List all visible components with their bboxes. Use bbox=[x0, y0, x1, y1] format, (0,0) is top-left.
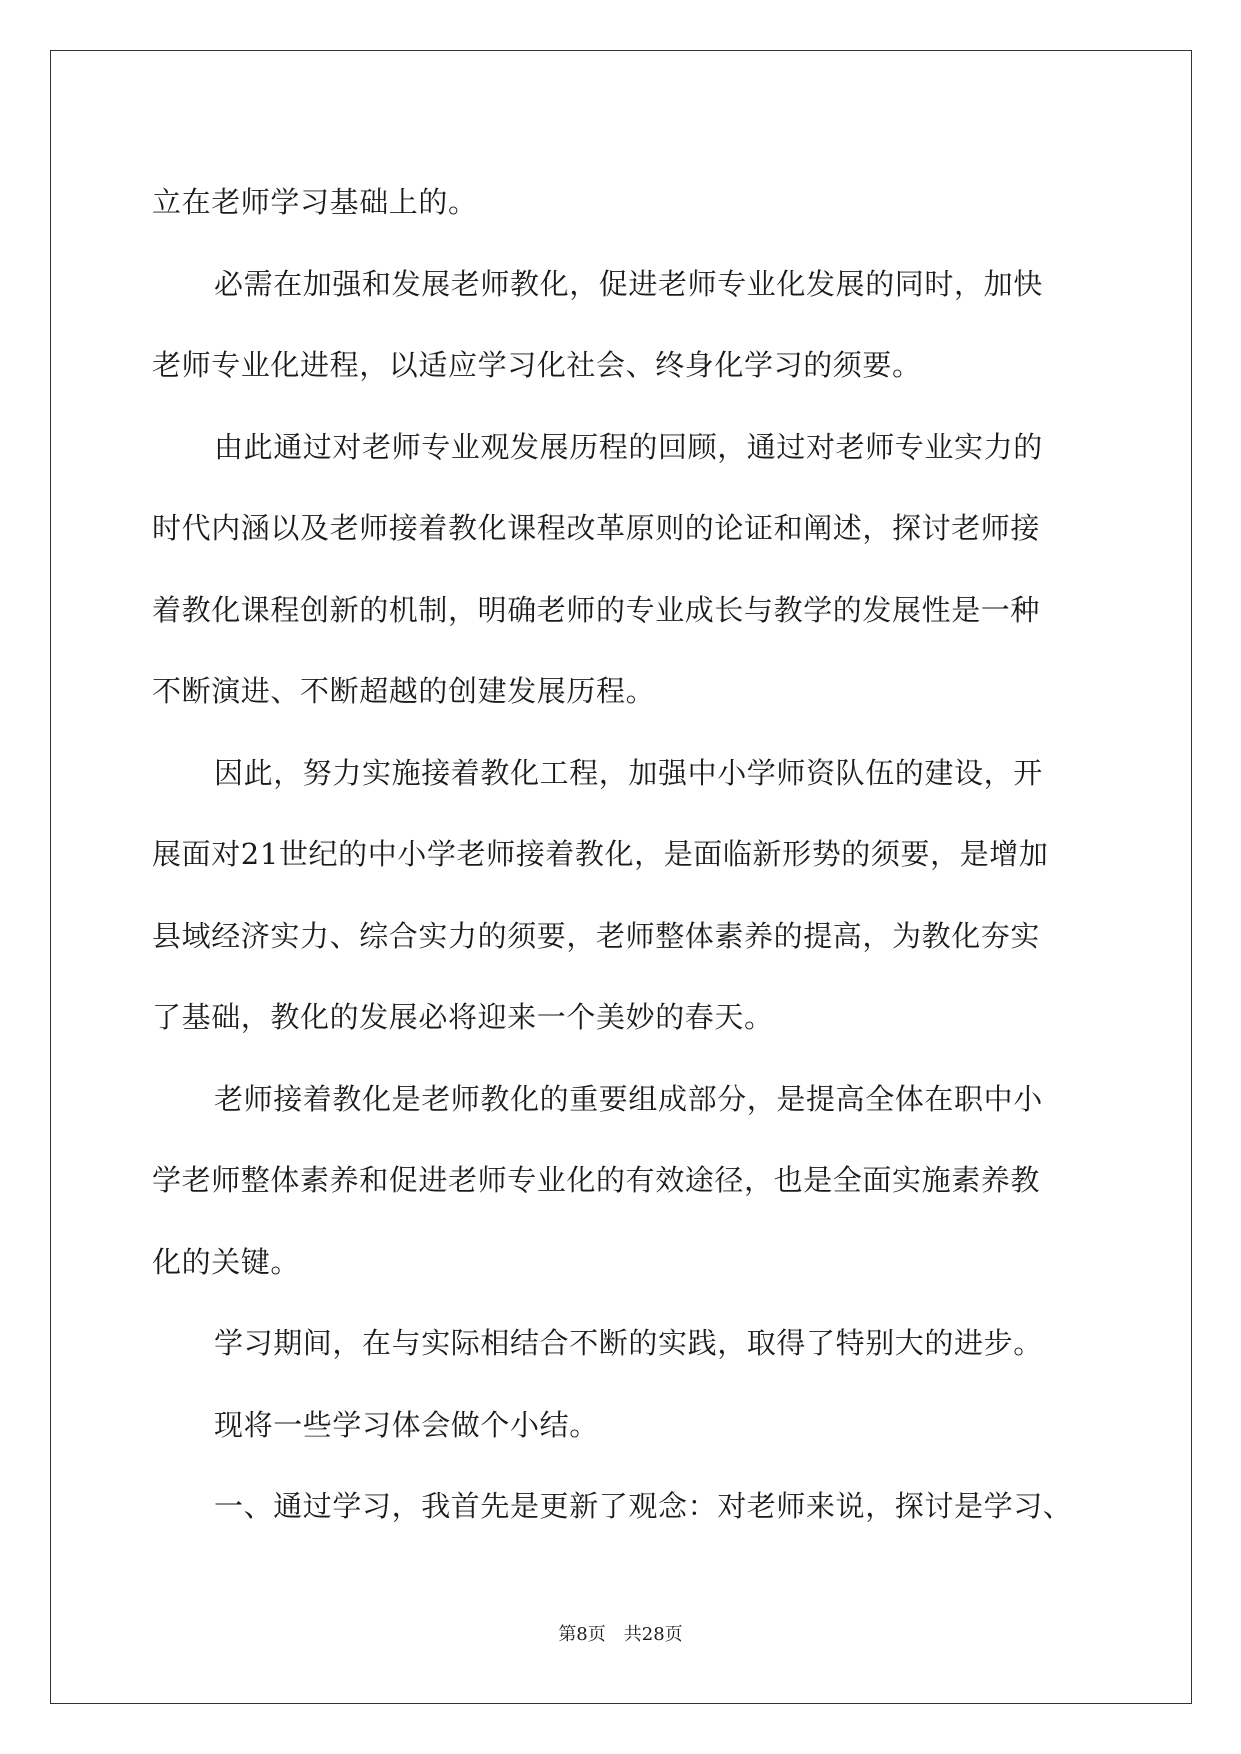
text-line: 不断演进、不断超越的创建发展历程。 bbox=[152, 674, 656, 708]
text-line: 老师专业化进程，以适应学习化社会、终身化学习的须要。 bbox=[152, 348, 922, 382]
text-line: 由此通过对老师专业观发展历程的回顾，通过对老师专业实力的 bbox=[214, 429, 1043, 464]
page-total: 共28页 bbox=[623, 1624, 683, 1645]
text-line: 县域经济实力、综合实力的须要，老师整体素养的提高，为教化夯实 bbox=[152, 918, 1041, 953]
text-line: 时代内涵以及老师接着教化课程改革原则的论证和阐述，探讨老师接 bbox=[152, 511, 1041, 545]
page-number: 第8页 bbox=[558, 1624, 606, 1645]
text-line: 老师接着教化是老师教化的重要组成部分，是提高全体在职中小 bbox=[214, 1081, 1043, 1116]
text-line: 因此，努力实施接着教化工程，加强中小学师资队伍的建设，开 bbox=[214, 755, 1043, 790]
text-line: 学习期间，在与实际相结合不断的实践，取得了特别大的进步。 bbox=[214, 1326, 1043, 1360]
text-line: 着教化课程创新的机制，明确老师的专业成长与教学的发展性是一种 bbox=[152, 592, 1041, 627]
text-line: 学老师整体素养和促进老师专业化的有效途径，也是全面实施素养教 bbox=[152, 1163, 1041, 1197]
text-line: 现将一些学习体会做个小结。 bbox=[214, 1407, 599, 1442]
text-line: 了基础，教化的发展必将迎来一个美妙的春天。 bbox=[152, 1000, 774, 1034]
text-line: 立在老师学习基础上的。 bbox=[152, 185, 478, 219]
text-line: 必需在加强和发展老师教化，促进老师专业化发展的同时，加快 bbox=[214, 266, 1043, 301]
text-line: 化的关键。 bbox=[152, 1244, 301, 1279]
text-line: 展面对21世纪的中小学老师接着教化，是面临新形势的须要，是增加 bbox=[152, 837, 1049, 871]
text-line: 一、通过学习，我首先是更新了观念：对老师来说，探讨是学习、 bbox=[214, 1489, 1073, 1523]
document-body bbox=[152, 162, 1092, 1548]
page-footer bbox=[0, 1620, 1241, 1646]
